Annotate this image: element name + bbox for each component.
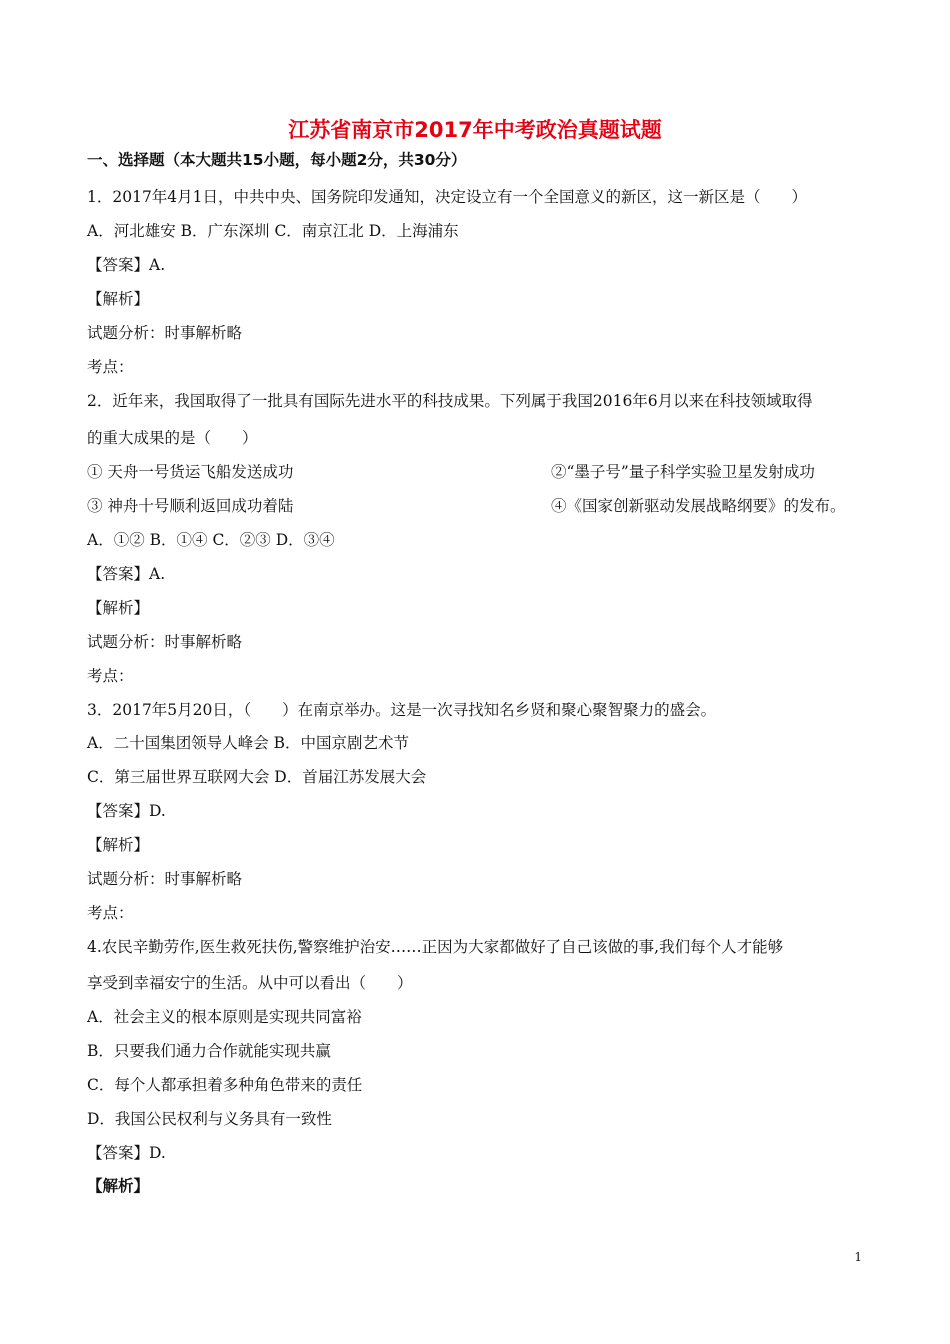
q2-options: A．①② B．①④ C．②③ D．③④ [87, 531, 335, 549]
section-heading: 一、选择题（本大题共15小题，每小题2分，共30分） [87, 151, 467, 169]
q1-analysis-label: 【解析】 [87, 290, 150, 308]
q2-stem-line2: 的重大成果的是（ ） [87, 429, 258, 447]
q1-kaodian: 考点： [87, 358, 134, 376]
q2-item-4: ④《国家创新驱动发展战略纲要》的发布。 [551, 497, 846, 515]
q4-option-a: A．社会主义的根本原则是实现共同富裕 [87, 1008, 362, 1026]
q2-analysis: 试题分析：时事解析略 [87, 633, 243, 651]
q3-analysis-label: 【解析】 [87, 836, 150, 854]
q2-answer: 【答案】A. [87, 565, 166, 583]
document-title: 江苏省南京市2017年中考政治真题试题 [288, 118, 662, 142]
q3-answer: 【答案】D. [87, 802, 166, 820]
page-number: 1 [854, 1250, 862, 1264]
q4-option-c: C．每个人都承担着多种角色带来的责任 [87, 1076, 363, 1094]
q2-item-2: ②“墨子号”量子科学实验卫星发射成功 [551, 463, 815, 481]
q4-option-d: D．我国公民权利与义务具有一致性 [87, 1110, 332, 1128]
q4-option-b: B．只要我们通力合作就能实现共赢 [87, 1042, 331, 1060]
q4-answer: 【答案】D. [87, 1144, 166, 1162]
q4-analysis-label: 【解析】 [87, 1177, 150, 1195]
q3-analysis: 试题分析：时事解析略 [87, 870, 243, 888]
q1-stem: 1．2017年4月1日，中共中央、国务院印发通知，决定设立有一个全国意义的新区，这一新区是（ ） [87, 188, 808, 206]
q1-answer: 【答案】A. [87, 256, 166, 274]
q1-options: A．河北雄安 B．广东深圳 C．南京江北 D．上海浦东 [87, 222, 459, 240]
q2-kaodian: 考点： [87, 667, 134, 685]
q4-stem-line2: 享受到幸福安宁的生活。从中可以看出（ ） [87, 974, 413, 992]
q2-stem-line1: 2．近年来，我国取得了一批具有国际先进水平的科技成果。下列属于我国2016年6月以来在科技领域取得 [87, 392, 813, 410]
q1-analysis: 试题分析：时事解析略 [87, 324, 243, 342]
q3-kaodian: 考点： [87, 904, 134, 922]
q4-stem-line1: 4.农民辛勤劳作,医生救死扶伤,警察维护治安……正因为大家都做好了自己该做的事,我们每个人才能够 [87, 938, 784, 956]
q2-item-1: ① 天舟一号货运飞船发送成功 [87, 463, 294, 481]
q3-options-line1: A．二十国集团领导人峰会 B．中国京剧艺术节 [87, 734, 410, 752]
q3-options-line2: C．第三届世界互联网大会 D．首届江苏发展大会 [87, 768, 427, 786]
q2-analysis-label: 【解析】 [87, 599, 150, 617]
q3-stem: 3．2017年5月20日，（ ）在南京举办。这是一次寻找知名乡贤和聚心聚智聚力的盛会。 [87, 701, 717, 719]
q2-item-3: ③ 神舟十号顺利返回成功着陆 [87, 497, 294, 515]
